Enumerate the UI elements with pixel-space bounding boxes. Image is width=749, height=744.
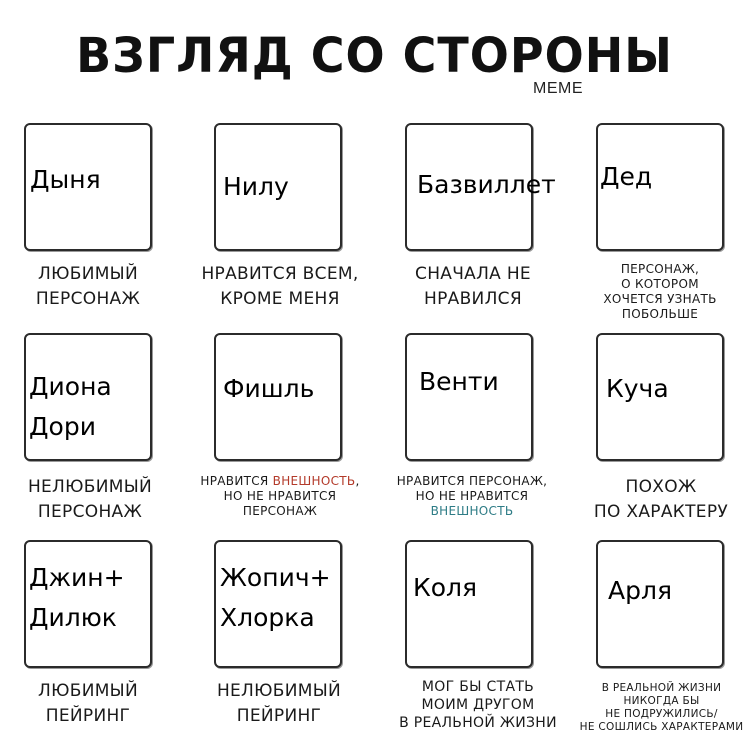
cell-caption-6-line-1: НРАВИТСЯ ВНЕШНОСТЬ, [200, 474, 360, 488]
cell-name-5: Диона Дори [29, 372, 112, 441]
page-title: ВЗГЛЯД СО СТОРОНЫ [76, 26, 673, 84]
cell-name-2: Нилу [223, 172, 289, 201]
cell-caption-2: НРАВИТСЯ ВСЕМ, КРОМЕ МЕНЯ [201, 264, 359, 309]
cell-caption-11: МОГ БЫ СТАТЬ МОИМ ДРУГОМ В РЕАЛЬНОЙ ЖИЗНИ [399, 679, 557, 731]
cell-name-11: Коля [413, 573, 478, 602]
highlight-red-text: ВНЕШНОСТЬ [272, 474, 356, 488]
cell-name-1: Дыня [30, 165, 101, 194]
cell-name-10: Жопич+ Хлорка [220, 563, 331, 632]
cell-name-12: Арля [608, 576, 672, 605]
cell-name-9: Джин+ Дилюк [29, 563, 125, 632]
cell-caption-10: НЕЛЮБИМЫЙ ПЕЙРИНГ [216, 681, 342, 726]
cell-caption-1: ЛЮБИМЫЙ ПЕРСОНАЖ [35, 264, 141, 309]
cell-caption-5: НЕЛЮБИМЫЙ ПЕРСОНАЖ [27, 477, 153, 522]
highlight-blue-text: ВНЕШНОСТЬ [430, 504, 514, 518]
cell-name-3: Базвиллет [417, 170, 556, 199]
cell-caption-7 [374, 474, 570, 519]
cell-caption-6-line-2: НО НЕ НРАВИТСЯ [223, 489, 337, 503]
cell-caption-4: ПЕРСОНАЖ, О КОТОРОМ ХОЧЕТСЯ УЗНАТЬ ПОБОЛЬШЕ [603, 262, 717, 321]
cell-name-7: Венти [419, 367, 499, 396]
cell-caption-3: СНАЧАЛА НЕ НРАВИЛСЯ [415, 264, 531, 309]
cell-caption-7-line-1: НРАВИТСЯ ПЕРСОНАЖ, [396, 474, 548, 488]
cell-caption-9: ЛЮБИМЫЙ ПЕЙРИНГ [38, 681, 138, 726]
meme-label: MEME [533, 80, 583, 97]
cell-caption-8: ПОХОЖ ПО ХАРАКТЕРУ [593, 477, 729, 522]
cell-caption-7-line-2: НО НЕ НРАВИТСЯ [415, 489, 529, 503]
cell-caption-6-line-3: ПЕРСОНАЖ [242, 504, 318, 518]
cell-caption-12: В РЕАЛЬНОЙ ЖИЗНИ НИКОГДА БЫ НЕ ПОДРУЖИЛИСЬ/ НЕ СОШЛИСЬ ХАРАКТЕРАМИ [579, 682, 744, 733]
cell-caption-6 [182, 474, 378, 519]
cell-name-4: Дед [600, 162, 653, 191]
cell-name-6: Фишль [223, 374, 315, 403]
cell-name-8: Куча [606, 374, 669, 403]
